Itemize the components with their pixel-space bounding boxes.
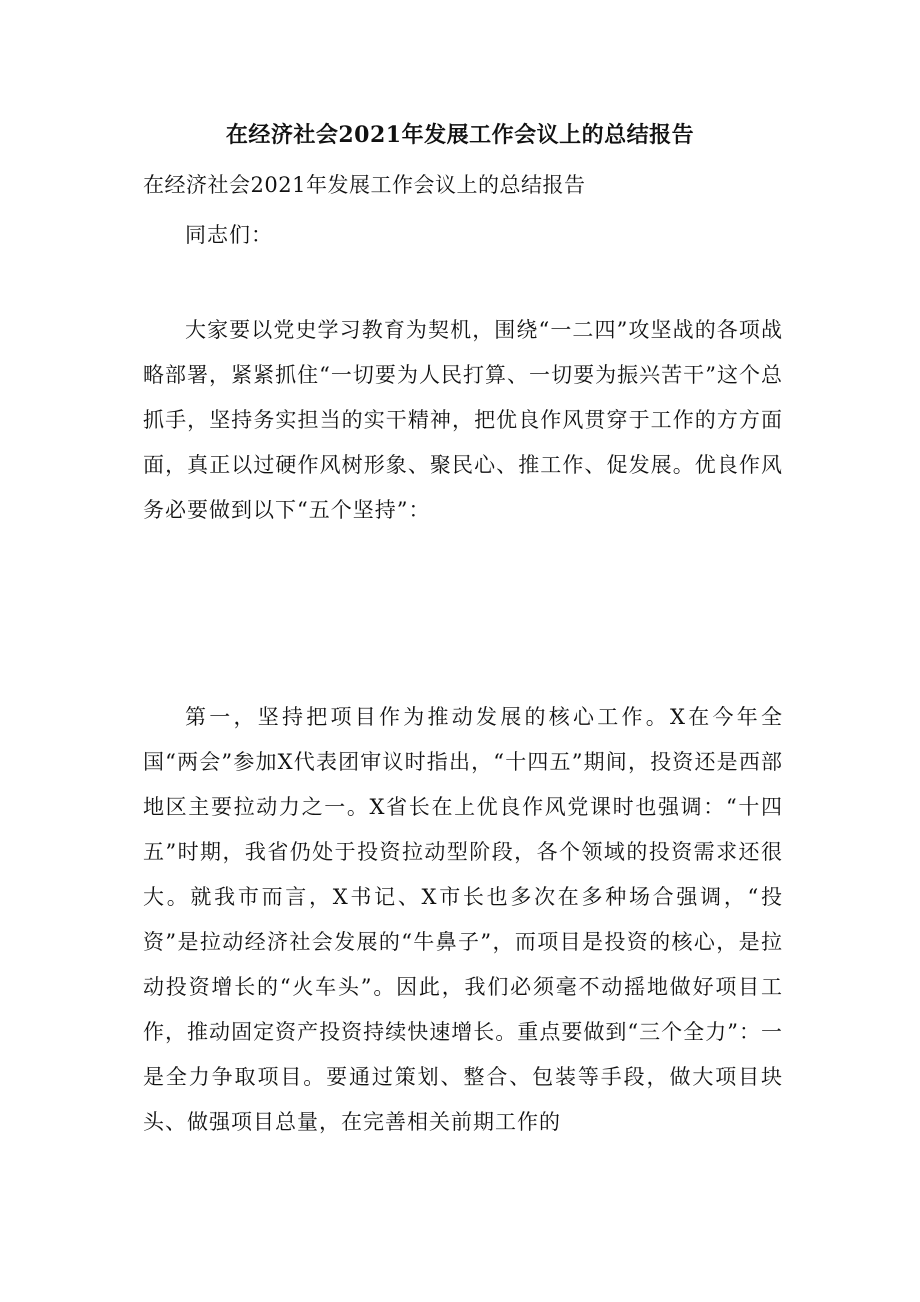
salutation: 同志们： bbox=[185, 223, 273, 247]
document-subtitle: 在经济社会2021年发展工作会议上的总结报告 bbox=[143, 173, 586, 197]
body-paragraph: 第一，坚持把项目作为推动发展的核心工作。X在今年全国“两会”参加X代表团审议时指出，“十四五”期间，投资还是西部地区主要拉动力之一。X省长在上优良作风党课时也强调：“十四五”时期，我省仍处于投资拉动型阶段，各个领域的投资需求还很大。就我市而言，X书记、X市长也多次在多种场合强调，“投资”是拉动经济社会发展的“牛鼻子”，而项目是投资的核心，是拉动投资增长的“火车头”。因此，我们必须毫不动摇地做好项目工作，推动固定资产投资持续快速增长。重点要做到“三个全力”：一是全力争取项目。要通过策划、整合、包装等手段，做大项目块头、做强项目总量，在完善相关前期工作的 bbox=[143, 705, 783, 1134]
document-title: 在经济社会2021年发展工作会议上的总结报告 bbox=[225, 122, 695, 148]
body-paragraph: 大家要以党史学习教育为契机，围绕“一二四”攻坚战的各项战略部署，紧紧抓住“一切要为人民打算、一切要为振兴苦干”这个总抓手，坚持务实担当的实干精神，把优良作风贯穿于工作的方方面面，真正以过硬作风树形象、聚民心、推工作、促发展。优良作风务必要做到以下“五个坚持”： bbox=[143, 318, 783, 522]
